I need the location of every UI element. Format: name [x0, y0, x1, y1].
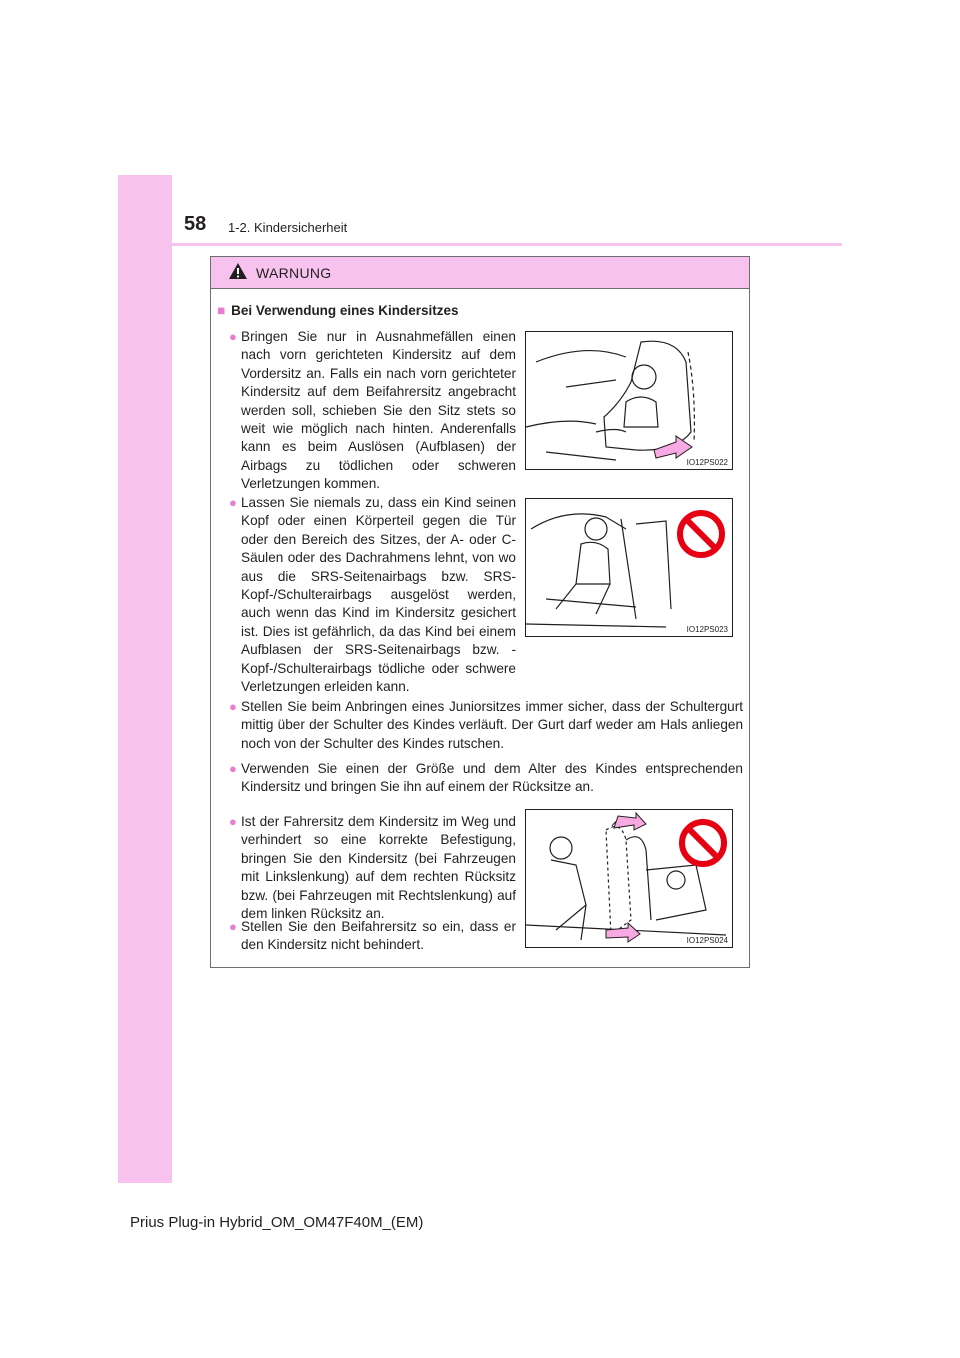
bullet-text: Verwenden Sie einen der Größe und dem Alter des Kindes entsprechenden Kindersitz und bringen Sie ihn auf einem der Rücksitze an.: [241, 761, 743, 795]
bullet-head-position: [229, 494, 516, 696]
bullet-text: Ist der Fahrersitz dem Kindersitz im Weg und verhindert so eine korrekte Befestigung, bringen Sie den Kindersitz (bei Fahrzeugen mit Linkslenkung) auf dem rechten Rücksitz bzw. (bei Fahrzeugen mit Rechtslenkung) auf dem linken Rücksitz an.: [241, 814, 516, 922]
child-seat-illustration: [526, 332, 732, 469]
bullet-text: Lassen Sie niemals zu, dass ein Kind seinen Kopf oder einen Körperteil gegen die Tür oder den Bereich des Sitzes, der A- oder C-Säulen oder des Dachrahmens lehnt, von wo aus die SRS-Seitenairbags bzw. SRS-Kopf-/Schulterairbags ausgelöst werden, auch wenn das Kind im Kindersitz gesichert ist. Dies ist gefährlich, da das Kind bei einem Aufblasen der SRS-Seitenairbags bzw. -Kopf-/Schulterairbags tödliche oder schwere Verletzungen erleiden kann.: [241, 495, 516, 695]
bullet-front-seat: [229, 328, 516, 494]
figure-code: IO12PS022: [686, 458, 728, 467]
warning-title: WARNUNG: [256, 265, 332, 281]
page-footer: Prius Plug-in Hybrid_OM_OM47F40M_(EM): [130, 1214, 424, 1231]
square-bullet-icon: ■: [217, 303, 226, 318]
bullet-driver-seat: [229, 813, 516, 923]
prohibition-icon: [678, 818, 728, 868]
round-bullet-icon: ●: [229, 699, 237, 714]
subheading-text: Bei Verwendung eines Kindersitzes: [231, 303, 459, 318]
bullet-seat-size: [229, 760, 743, 797]
header-rule: [172, 243, 842, 246]
page-number: 58: [184, 213, 207, 235]
side-tab-band: [118, 175, 172, 1183]
warning-box: [210, 256, 750, 968]
bullet-text: Bringen Sie nur in Ausnahmefällen einen nach vorn gerichteten Kindersitz auf dem Vordersitz an. Falls ein nach vorn gerichteter Kindersitz auf dem Beifahrersitz angebracht werden soll, schieben Sie den Sitz stets so weit wie möglich nach hinten. Anderenfalls kann es beim Auslösen (Aufblasen) der Airbags zu tödlichen oder schweren Verletzungen kommen.: [241, 329, 516, 492]
figure-head-position: [525, 498, 733, 637]
prohibition-icon: [676, 509, 726, 559]
round-bullet-icon: ●: [229, 814, 237, 829]
figure-driver-seat: [525, 809, 733, 948]
round-bullet-icon: ●: [229, 919, 237, 934]
bullet-passenger-seat: [229, 918, 516, 955]
bullet-text: Stellen Sie den Beifahrersitz so ein, dass er den Kindersitz nicht behindert.: [241, 919, 516, 953]
round-bullet-icon: ●: [229, 495, 237, 510]
figure-code: IO12PS024: [686, 936, 728, 945]
round-bullet-icon: ●: [229, 329, 237, 344]
warning-triangle-icon: [228, 262, 248, 280]
bullet-shoulder-belt: [229, 698, 743, 753]
round-bullet-icon: ●: [229, 761, 237, 776]
bullet-text: Stellen Sie beim Anbringen eines Juniorsitzes immer sicher, dass der Schultergurt mittig über der Schulter des Kindes verläuft. Der Gurt darf weder am Hals anliegen noch von der Schulter des Kindes rutschen.: [241, 699, 743, 751]
section-title: 1-2. Kindersicherheit: [228, 220, 348, 235]
figure-code: IO12PS023: [686, 625, 728, 634]
warning-header: [211, 257, 749, 289]
figure-front-seat: [525, 331, 733, 470]
warning-subheading: [217, 303, 458, 318]
